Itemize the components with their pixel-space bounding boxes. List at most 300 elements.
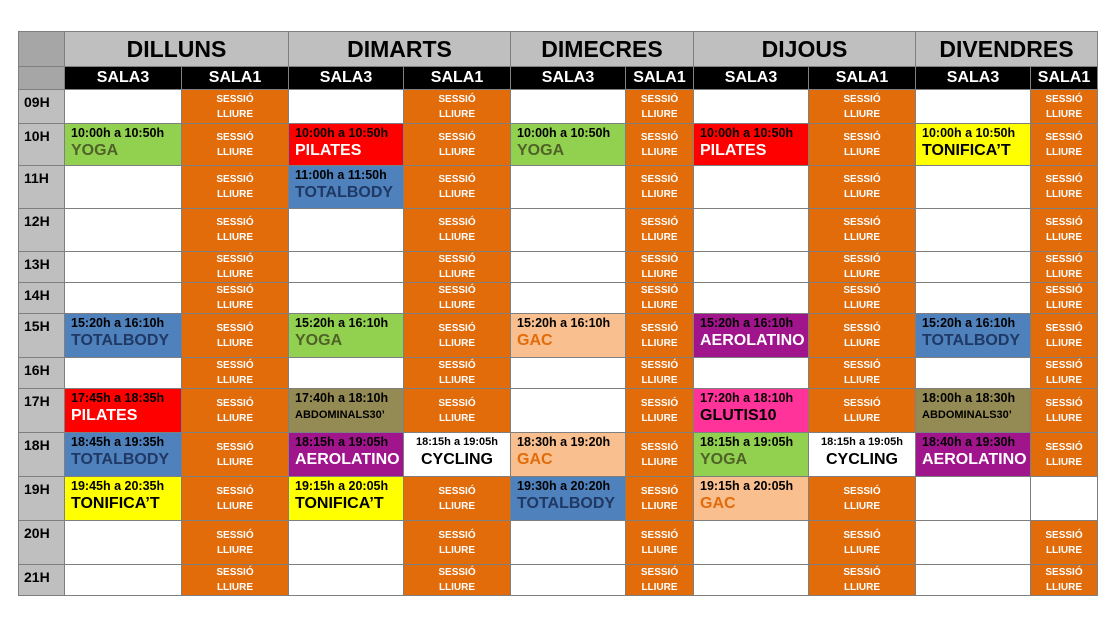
free-session-label-2: LLIURE [641, 337, 678, 349]
free-session-cell [626, 565, 694, 596]
free-session-cell [404, 166, 511, 209]
class-name: TONIFICA’T [295, 495, 384, 512]
free-session-label-1: SESSIÓ [640, 567, 679, 578]
free-session-label-2: LLIURE [641, 269, 678, 280]
corner-cell [19, 67, 65, 90]
hour-label: 09H [19, 90, 65, 124]
free-session-cell [809, 124, 916, 166]
free-session-cell [1031, 358, 1098, 389]
empty-slot [289, 283, 404, 314]
class-time: 18:40h a 19:30h [922, 435, 1016, 449]
free-session-label-1: SESSIÓ [1045, 131, 1083, 143]
free-session-cell [182, 252, 289, 283]
class-time: 15:20h a 16:10h [922, 316, 1016, 330]
empty-slot [65, 209, 182, 252]
hour-row [19, 90, 1098, 124]
free-session-cell [182, 209, 289, 252]
free-session-label-2: LLIURE [216, 375, 254, 386]
class-time: 17:20h a 18:10h [700, 391, 794, 405]
free-session-label-2: LLIURE [1045, 337, 1083, 349]
free-session-label-1: SESSIÓ [438, 360, 476, 371]
hour-label: 15H [19, 314, 65, 358]
class-cell[interactable] [65, 477, 182, 521]
hour-label: 19H [19, 477, 65, 521]
free-session-cell [809, 209, 916, 252]
free-session-cell [182, 124, 289, 166]
class-cell[interactable] [65, 314, 182, 358]
free-session-label-2: LLIURE [216, 108, 254, 120]
class-cell[interactable] [65, 389, 182, 433]
free-session-label-1: SESSIÓ [640, 174, 679, 185]
free-session-label-2: LLIURE [438, 375, 476, 386]
free-session-label-2: LLIURE [641, 500, 678, 512]
free-session-cell [1031, 166, 1098, 209]
empty-slot [694, 209, 809, 252]
class-name: GAC [700, 495, 736, 512]
free-session-cell [1031, 283, 1098, 314]
free-session-label-2: LLIURE [1045, 108, 1083, 120]
free-session-label-1: SESSIÓ [438, 217, 476, 228]
free-session-label-1: SESSIÓ [1045, 217, 1083, 228]
free-session-label-1: SESSIÓ [640, 217, 679, 228]
free-session-cell [182, 565, 289, 596]
free-session-label-2: LLIURE [216, 232, 254, 243]
class-name: TOTALBODY [295, 184, 394, 201]
class-name: AEROLATINO [700, 332, 805, 349]
empty-slot [511, 389, 626, 433]
free-session-cell [809, 389, 916, 433]
room-header: SALA3 [511, 67, 626, 90]
hour-row [19, 358, 1098, 389]
class-name: AEROLATINO [922, 451, 1027, 468]
class-cell[interactable] [694, 124, 809, 166]
free-session-label-2: LLIURE [1045, 146, 1083, 158]
free-session-label-1: SESSIÓ [438, 529, 476, 541]
free-session-label-2: LLIURE [216, 300, 254, 311]
free-session-label-2: LLIURE [438, 582, 476, 593]
free-session-cell [404, 477, 511, 521]
empty-slot [289, 90, 404, 124]
class-time: 10:00h a 10:50h [922, 126, 1016, 140]
free-session-label-2: LLIURE [843, 189, 881, 200]
empty-slot [916, 252, 1031, 283]
empty-slot [916, 283, 1031, 314]
free-session-cell [626, 252, 694, 283]
free-session-cell [809, 166, 916, 209]
free-session-label-2: LLIURE [843, 544, 881, 556]
free-session-cell [182, 166, 289, 209]
free-session-cell [626, 358, 694, 389]
class-cell[interactable] [289, 433, 404, 477]
free-session-label-2: LLIURE [438, 146, 476, 158]
free-session-label-1: SESSIÓ [843, 285, 881, 296]
free-session-label-2: LLIURE [438, 300, 476, 311]
free-session-cell [404, 90, 511, 124]
free-session-label-1: SESSIÓ [1045, 360, 1083, 371]
class-time: 17:40h a 18:10h [295, 391, 389, 405]
day-header: DIMECRES [511, 32, 694, 67]
class-time: 15:20h a 16:10h [517, 316, 611, 330]
free-session-cell [626, 124, 694, 166]
hour-label: 13H [19, 252, 65, 283]
empty-slot [289, 209, 404, 252]
room-header: SALA1 [182, 67, 289, 90]
empty-slot [289, 252, 404, 283]
free-session-label-2: LLIURE [641, 456, 678, 468]
free-session-label-2: LLIURE [843, 108, 881, 120]
class-time: 19:15h a 20:05h [295, 479, 389, 493]
free-session-label-2: LLIURE [1045, 544, 1083, 556]
free-session-label-1: SESSIÓ [1045, 285, 1083, 296]
empty-slot [511, 358, 626, 389]
free-session-label-1: SESSIÓ [1045, 254, 1083, 265]
class-cell[interactable] [694, 477, 809, 521]
class-time: 18:15h a 19:05h [295, 435, 389, 449]
class-cell[interactable] [289, 477, 404, 521]
free-session-label-1: SESSIÓ [438, 285, 476, 296]
free-session-label-2: LLIURE [438, 232, 476, 243]
class-time: 10:00h a 10:50h [295, 126, 389, 140]
room-header: SALA3 [694, 67, 809, 90]
empty-slot [916, 209, 1031, 252]
room-header-row [19, 67, 1098, 90]
class-cell[interactable] [65, 433, 182, 477]
free-session-label-1: SESSIÓ [1045, 441, 1083, 453]
room-header: SALA1 [404, 67, 511, 90]
free-session-label-1: SESSIÓ [640, 285, 679, 296]
hour-row [19, 252, 1098, 283]
empty-slot [694, 166, 809, 209]
empty-slot [694, 252, 809, 283]
free-session-cell [404, 389, 511, 433]
class-cell[interactable] [65, 124, 182, 166]
free-session-label-1: SESSIÓ [843, 131, 881, 143]
free-session-label-2: LLIURE [843, 412, 881, 424]
class-cell[interactable] [809, 433, 916, 477]
free-session-label-1: SESSIÓ [640, 529, 679, 541]
free-session-label-1: SESSIÓ [640, 93, 679, 105]
free-session-label-2: LLIURE [438, 269, 476, 280]
free-session-label-1: SESSIÓ [438, 322, 476, 334]
free-session-label-1: SESSIÓ [216, 397, 254, 409]
class-name: TOTALBODY [71, 332, 170, 349]
free-session-label-1: SESSIÓ [843, 360, 881, 371]
free-session-label-2: LLIURE [641, 412, 678, 424]
empty-slot [65, 358, 182, 389]
free-session-label-1: SESSIÓ [640, 360, 679, 371]
class-time: 19:45h a 20:35h [71, 479, 165, 493]
free-session-label-2: LLIURE [1045, 300, 1083, 311]
class-cell[interactable] [916, 124, 1031, 166]
free-session-cell [404, 252, 511, 283]
class-name: TONIFICA’T [922, 142, 1011, 159]
free-session-cell [626, 166, 694, 209]
class-cell[interactable] [916, 433, 1031, 477]
class-time: 18:45h a 19:35h [71, 435, 165, 449]
free-session-label-2: LLIURE [438, 108, 476, 120]
free-session-label-1: SESSIÓ [216, 485, 254, 497]
class-time: 18:00h a 18:30h [922, 391, 1016, 405]
class-time: 18:15h a 19:05h [821, 436, 903, 448]
free-session-label-2: LLIURE [641, 108, 678, 120]
free-session-label-1: SESSIÓ [438, 254, 476, 265]
free-session-label-2: LLIURE [216, 146, 254, 158]
free-session-cell [809, 314, 916, 358]
hour-row [19, 433, 1098, 477]
free-session-label-1: SESSIÓ [1045, 397, 1083, 409]
empty-slot [511, 565, 626, 596]
empty-slot [65, 90, 182, 124]
class-cell[interactable] [916, 389, 1031, 433]
empty-slot [916, 90, 1031, 124]
free-session-label-2: LLIURE [843, 337, 881, 349]
free-session-cell [404, 124, 511, 166]
day-header: DIJOUS [694, 32, 916, 67]
free-session-cell [182, 389, 289, 433]
free-session-label-2: LLIURE [641, 544, 678, 556]
empty-slot [916, 521, 1031, 565]
empty-slot [511, 209, 626, 252]
hour-label: 11H [19, 166, 65, 209]
class-cell[interactable] [289, 166, 404, 209]
class-time: 18:15h a 19:05h [700, 435, 794, 449]
free-session-label-2: LLIURE [438, 500, 476, 512]
class-name: TOTALBODY [71, 451, 170, 468]
free-session-cell [626, 314, 694, 358]
free-session-label-1: SESSIÓ [216, 131, 254, 143]
class-time: 11:00h a 11:50h [295, 168, 387, 182]
class-cell[interactable] [511, 124, 626, 166]
free-session-cell [626, 283, 694, 314]
empty-slot [511, 283, 626, 314]
free-session-label-1: SESSIÓ [1045, 174, 1083, 185]
free-session-label-1: SESSIÓ [640, 441, 679, 453]
empty-slot [916, 477, 1031, 521]
free-session-label-2: LLIURE [438, 337, 476, 349]
free-session-label-1: SESSIÓ [843, 217, 881, 228]
class-name: GAC [517, 332, 553, 349]
free-session-cell [1031, 209, 1098, 252]
corner-cell [19, 32, 65, 67]
free-session-label-2: LLIURE [216, 456, 254, 468]
hour-row [19, 477, 1098, 521]
free-session-label-1: SESSIÓ [1045, 93, 1083, 105]
free-session-cell [182, 314, 289, 358]
free-session-label-1: SESSIÓ [216, 254, 254, 265]
class-time: 15:20h a 16:10h [700, 316, 794, 330]
free-session-label-2: LLIURE [843, 375, 881, 386]
class-time: 18:30h a 19:20h [517, 435, 611, 449]
room-header: SALA3 [289, 67, 404, 90]
class-time: 10:00h a 10:50h [700, 126, 794, 140]
free-session-label-2: LLIURE [1045, 456, 1083, 468]
class-time: 10:00h a 10:50h [71, 126, 165, 140]
empty-slot [65, 166, 182, 209]
class-name: PILATES [700, 142, 767, 159]
hour-label: 21H [19, 565, 65, 596]
free-session-cell [404, 358, 511, 389]
free-session-label-1: SESSIÓ [1045, 529, 1083, 541]
class-name: AEROLATINO [295, 451, 400, 468]
hour-label: 10H [19, 124, 65, 166]
free-session-label-2: LLIURE [843, 232, 881, 243]
empty-slot [65, 521, 182, 565]
free-session-cell [1031, 521, 1098, 565]
class-cell[interactable] [511, 477, 626, 521]
empty-slot [511, 166, 626, 209]
empty-slot [289, 521, 404, 565]
free-session-cell [626, 389, 694, 433]
free-session-label-1: SESSIÓ [438, 485, 476, 497]
empty-slot [916, 565, 1031, 596]
free-session-label-1: SESSIÓ [216, 93, 254, 105]
free-session-label-2: LLIURE [216, 189, 254, 200]
free-session-cell [809, 358, 916, 389]
class-cell[interactable] [289, 124, 404, 166]
class-cell[interactable] [511, 433, 626, 477]
free-session-cell [626, 90, 694, 124]
free-session-cell [182, 283, 289, 314]
class-cell[interactable] [511, 314, 626, 358]
schedule-body [19, 32, 1098, 596]
class-name: CYCLING [421, 451, 493, 468]
free-session-label-1: SESSIÓ [843, 567, 881, 578]
free-session-label-2: LLIURE [641, 375, 678, 386]
free-session-label-2: LLIURE [843, 500, 881, 512]
empty-slot [916, 358, 1031, 389]
free-session-cell [809, 252, 916, 283]
empty-slot [694, 521, 809, 565]
free-session-label-1: SESSIÓ [216, 322, 254, 334]
class-time: 10:00h a 10:50h [517, 126, 611, 140]
class-time: 19:30h a 20:20h [517, 479, 611, 493]
empty-slot [511, 521, 626, 565]
class-name: TOTALBODY [922, 332, 1021, 349]
class-cell[interactable] [694, 433, 809, 477]
empty-slot [916, 166, 1031, 209]
free-session-cell [404, 565, 511, 596]
free-session-label-2: LLIURE [1045, 375, 1083, 386]
free-session-cell [626, 521, 694, 565]
hour-label: 12H [19, 209, 65, 252]
class-name: GLUTIS10 [700, 407, 777, 424]
day-header: DILLUNS [65, 32, 289, 67]
hour-row [19, 314, 1098, 358]
class-cell[interactable] [289, 389, 404, 433]
free-session-cell [1031, 433, 1098, 477]
free-session-label-1: SESSIÓ [216, 360, 254, 371]
class-cell[interactable] [289, 314, 404, 358]
free-session-cell [404, 283, 511, 314]
class-cell[interactable] [694, 389, 809, 433]
class-name: YOGA [517, 142, 565, 159]
free-session-label-1: SESSIÓ [1045, 567, 1083, 578]
class-time: 19:15h a 20:05h [700, 479, 794, 493]
free-session-label-1: SESSIÓ [843, 254, 881, 265]
class-time: 15:20h a 16:10h [71, 316, 165, 330]
free-session-label-2: LLIURE [438, 412, 476, 424]
free-session-label-1: SESSIÓ [640, 131, 679, 143]
hour-label: 16H [19, 358, 65, 389]
free-session-label-1: SESSIÓ [843, 93, 881, 105]
class-name: CYCLING [826, 451, 898, 468]
free-session-cell [1031, 565, 1098, 596]
free-session-cell [1031, 124, 1098, 166]
class-time: 18:15h a 19:05h [416, 436, 498, 448]
free-session-label-2: LLIURE [1045, 269, 1083, 280]
free-session-label-1: SESSIÓ [1045, 322, 1083, 334]
empty-slot [511, 252, 626, 283]
empty-slot [694, 358, 809, 389]
free-session-cell [626, 433, 694, 477]
free-session-label-2: LLIURE [1045, 189, 1083, 200]
free-session-label-2: LLIURE [216, 582, 254, 593]
free-session-cell [809, 283, 916, 314]
hour-row [19, 283, 1098, 314]
class-name: ABDOMINALS30’ [295, 409, 385, 421]
room-header: SALA3 [916, 67, 1031, 90]
free-session-cell [182, 358, 289, 389]
free-session-cell [809, 477, 916, 521]
free-session-label-1: SESSIÓ [438, 93, 476, 105]
class-time: 17:45h a 18:35h [71, 391, 165, 405]
class-name: YOGA [700, 451, 748, 468]
empty-slot [289, 565, 404, 596]
free-session-cell [182, 521, 289, 565]
free-session-cell [404, 209, 511, 252]
free-session-label-1: SESSIÓ [640, 254, 679, 265]
free-session-label-2: LLIURE [438, 544, 476, 556]
free-session-label-1: SESSIÓ [438, 174, 476, 185]
day-header-row [19, 32, 1098, 67]
free-session-cell [1031, 389, 1098, 433]
empty-slot [65, 565, 182, 596]
class-name: PILATES [295, 142, 362, 159]
empty-slot [694, 90, 809, 124]
free-session-label-1: SESSIÓ [216, 285, 254, 296]
room-header: SALA1 [1031, 67, 1098, 90]
room-header: SALA3 [65, 67, 182, 90]
free-session-label-2: LLIURE [641, 189, 678, 200]
free-session-cell [1031, 252, 1098, 283]
free-session-label-1: SESSIÓ [216, 441, 254, 453]
free-session-label-1: SESSIÓ [438, 567, 476, 578]
empty-slot [694, 565, 809, 596]
free-session-label-2: LLIURE [216, 412, 254, 424]
empty-slot [511, 90, 626, 124]
free-session-label-2: LLIURE [843, 300, 881, 311]
free-session-label-1: SESSIÓ [843, 174, 881, 185]
free-session-cell [626, 477, 694, 521]
class-name: YOGA [71, 142, 119, 159]
free-session-cell [182, 433, 289, 477]
class-cell[interactable] [404, 433, 511, 477]
hour-label: 20H [19, 521, 65, 565]
free-session-label-2: LLIURE [641, 300, 678, 311]
free-session-cell [182, 90, 289, 124]
free-session-label-2: LLIURE [216, 269, 254, 280]
class-time: 15:20h a 16:10h [295, 316, 389, 330]
class-cell[interactable] [694, 314, 809, 358]
class-name: TONIFICA’T [71, 495, 160, 512]
free-session-label-2: LLIURE [1045, 412, 1083, 424]
class-cell[interactable] [916, 314, 1031, 358]
free-session-cell [1031, 314, 1098, 358]
hour-row [19, 166, 1098, 209]
free-session-label-2: LLIURE [216, 500, 254, 512]
free-session-cell [809, 90, 916, 124]
free-session-label-2: LLIURE [216, 337, 254, 349]
